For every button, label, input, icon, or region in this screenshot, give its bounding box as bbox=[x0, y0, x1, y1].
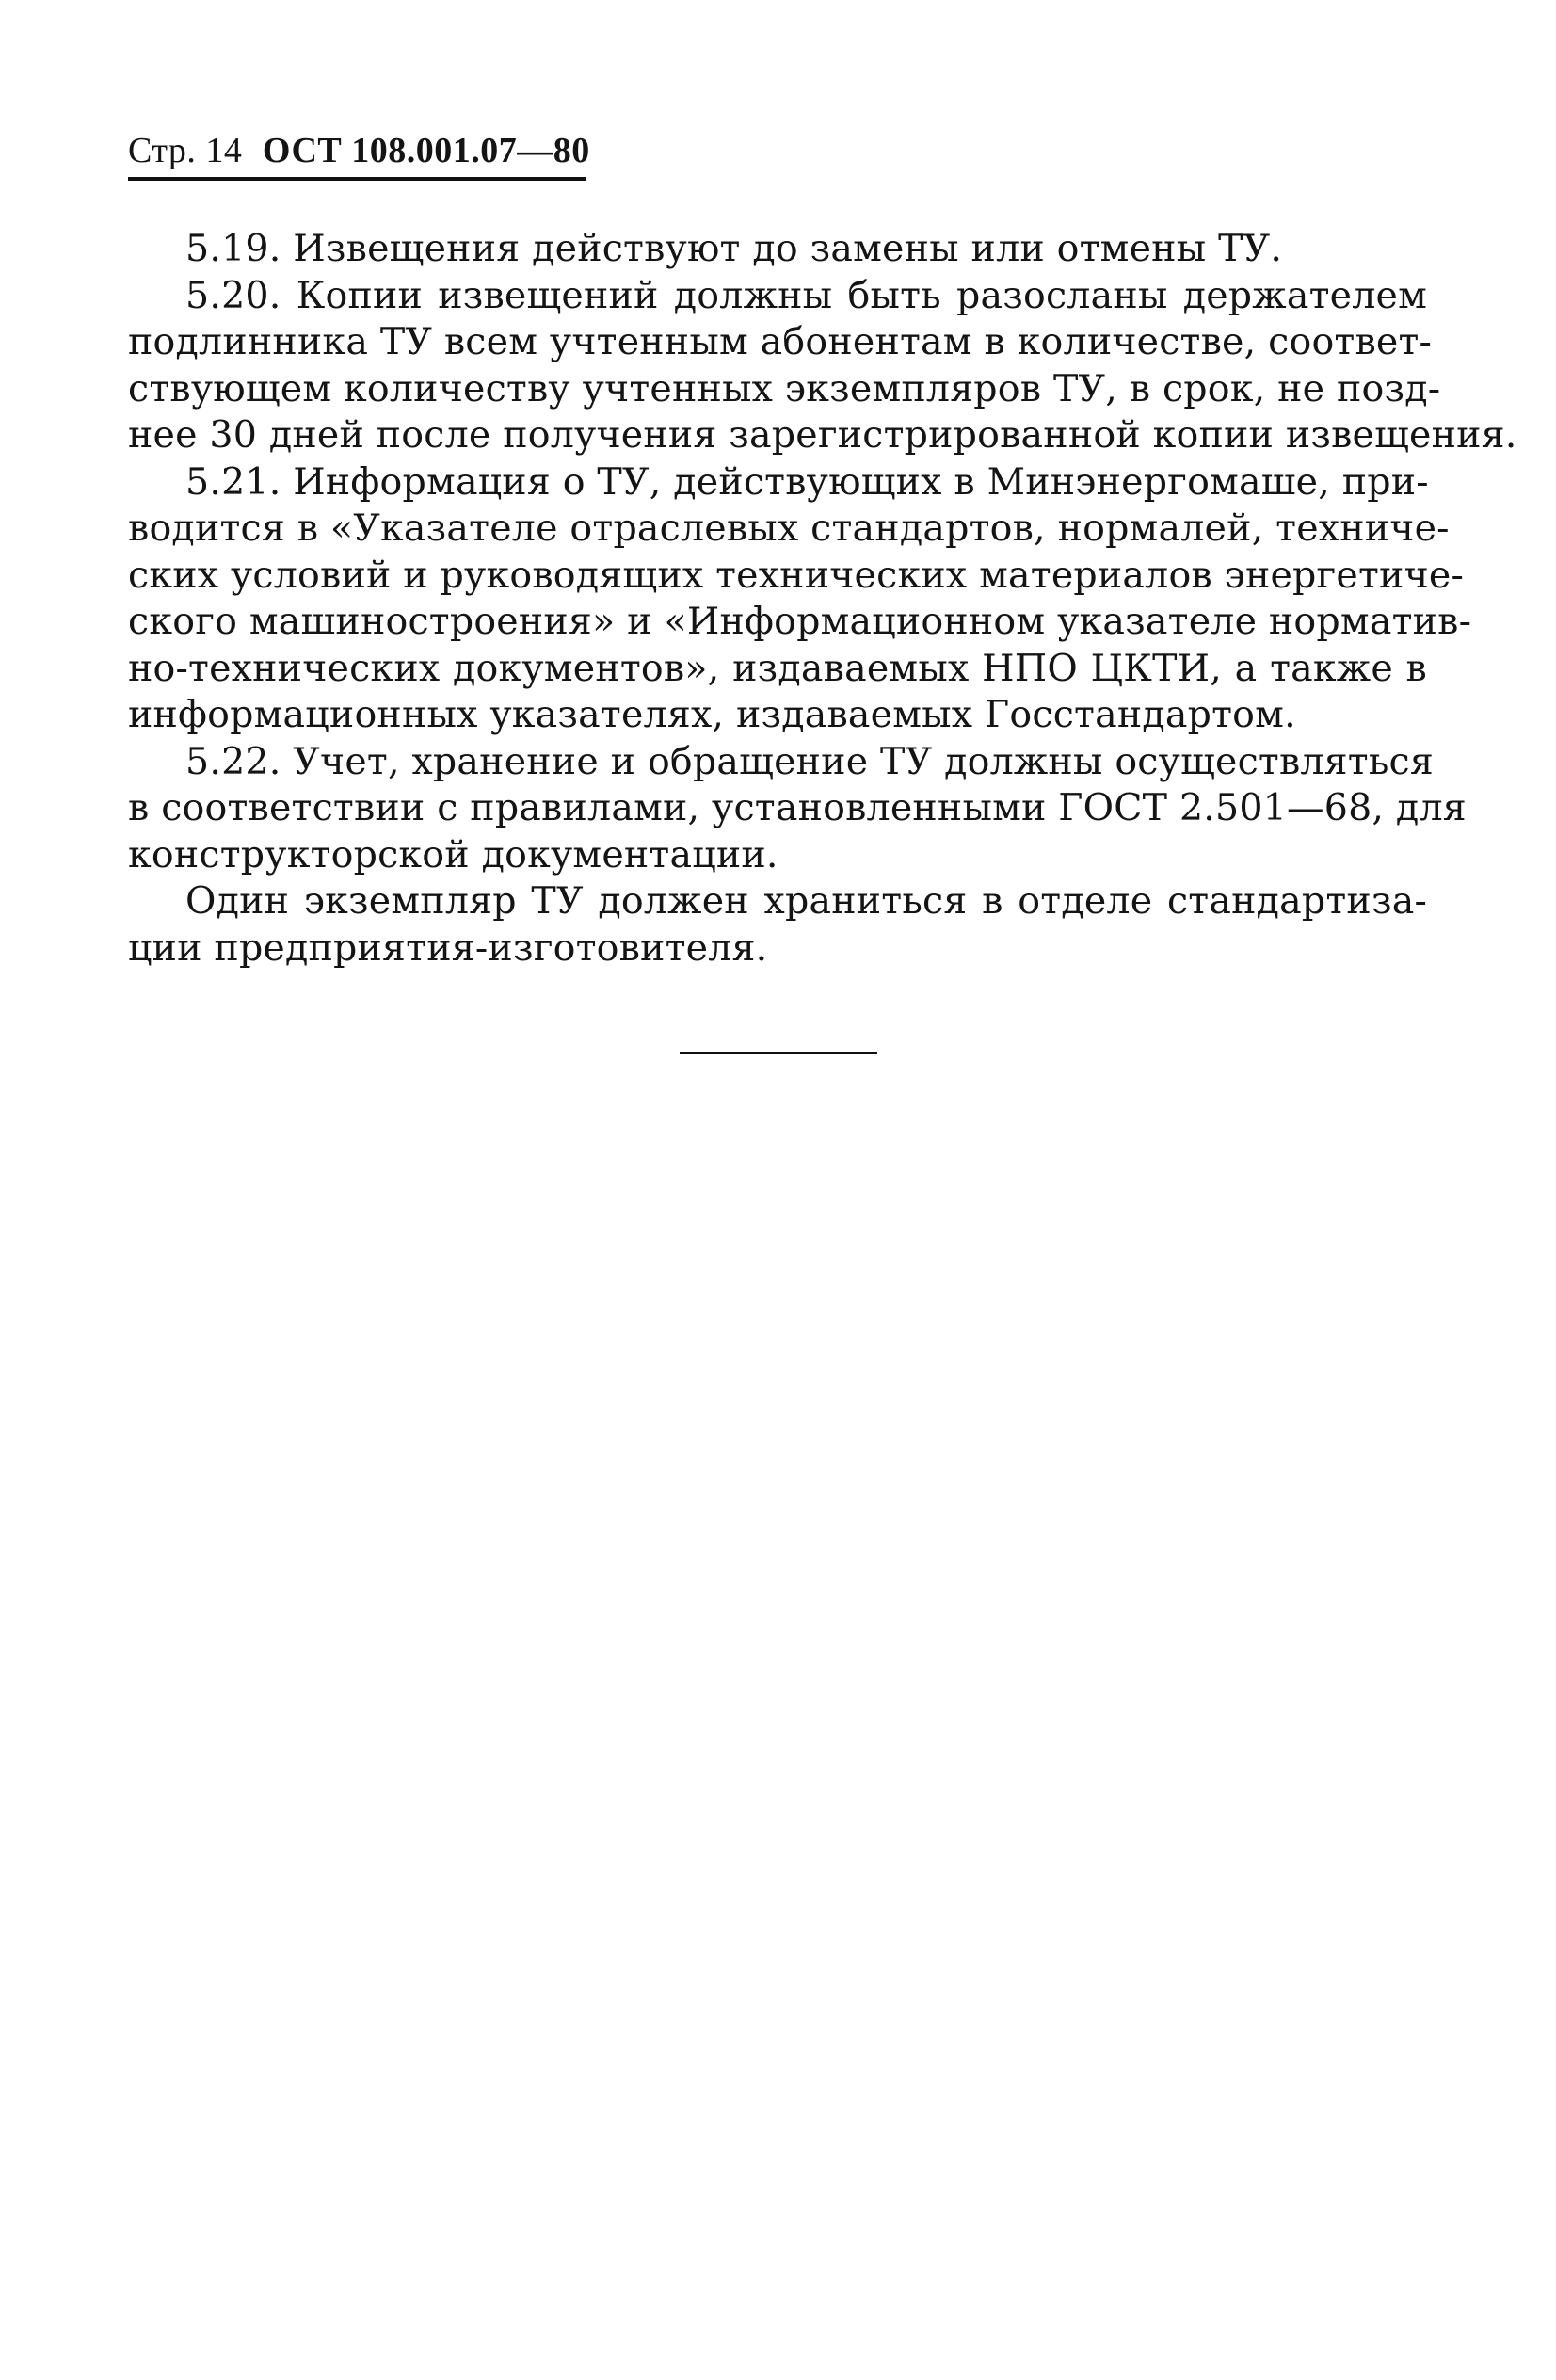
text-line: ции предприятия-изготовителя. bbox=[128, 925, 768, 970]
document-body bbox=[128, 226, 1517, 972]
text-line: нее 30 дней после получения зарегистрированной копии извещения. bbox=[128, 413, 1517, 457]
text-line: ского машиностроения» и «Информационном указателе норматив- bbox=[128, 600, 1472, 643]
text-line: конструкторской документации. bbox=[128, 832, 778, 876]
text-line: но-технических документов», издаваемых НПО ЦКТИ, а также в bbox=[128, 646, 1427, 690]
text-line: информационных указателях, издаваемых Госстандартом. bbox=[128, 693, 1296, 736]
end-of-text-rule bbox=[680, 1052, 877, 1054]
text-line: Один экземпляр ТУ должен храниться в отделе стандартиза- bbox=[185, 879, 1427, 923]
text-line: водится в «Указателе отраслевых стандартов, нормалей, техниче- bbox=[128, 507, 1450, 550]
page-number-label: Стр. 14 bbox=[128, 131, 243, 170]
text-line: подлинника ТУ всем учтенным абонентам в количестве, соответ- bbox=[128, 320, 1433, 363]
text-line: в соответствии с правилами, установленными ГОСТ 2.501—68, для bbox=[128, 786, 1467, 829]
text-line: ских условий и руководящих технических материалов энергетиче- bbox=[128, 553, 1465, 597]
page-header bbox=[128, 130, 590, 181]
text-line: ствующем количеству учтенных экземпляров ТУ, в срок, не позд- bbox=[128, 366, 1441, 410]
text-line: 5.19. Извещения действуют до замены или отмены ТУ. bbox=[185, 227, 1283, 270]
text-line: 5.22. Учет, хранение и обращение ТУ должны осуществляться bbox=[185, 739, 1434, 783]
text-line: 5.21. Информация о ТУ, действующих в Минэнергомаше, при- bbox=[185, 459, 1429, 504]
text-line: 5.20. Копии извещений должны быть разосланы держателем bbox=[185, 273, 1427, 317]
standard-code: ОСТ 108.001.07—80 bbox=[262, 131, 590, 170]
